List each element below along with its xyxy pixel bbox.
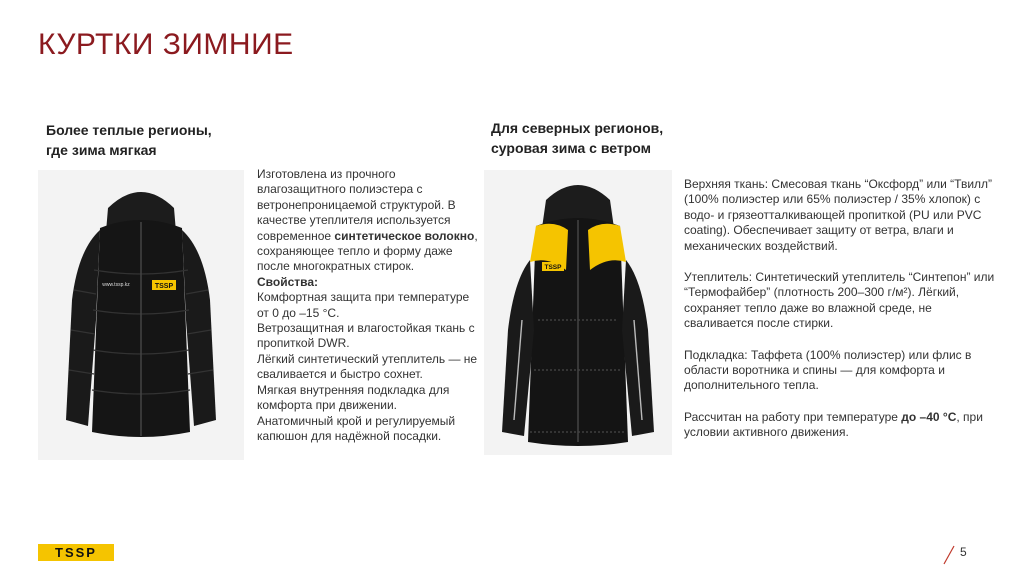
tssp-logo: TSSP	[38, 544, 114, 561]
property-item: Лёгкий синтетический утеплитель — не сваливается и быстро сохнет.	[257, 351, 478, 382]
temperature-paragraph: Рассчитан на работу при температуре до –40 °C, при условии активного движения.	[684, 409, 983, 440]
right-description	[684, 177, 1004, 441]
right-heading	[491, 118, 663, 158]
black-puffer-jacket-image	[38, 170, 244, 460]
insulation-paragraph: Утеплитель: Синтетический утеплитель “Синтепон” или “Термофайбер” (плотность 200–300 г/м²). Лёгкий, сохраняет тепло даже во влажной среде, не сваливается после стирки.	[684, 270, 995, 331]
left-heading-line-2: где зима мягкая	[46, 142, 157, 158]
right-heading-line-1: Для северных регионов,	[491, 120, 664, 136]
right-heading-line-2: суровая зима с ветром	[491, 140, 652, 156]
slash-divider-icon	[942, 544, 956, 566]
outer-fabric-paragraph: Верхняя ткань: Смесовая ткань “Оксфорд” или “Твилл” (100% полиэстер или 65% полиэстер / 35% хлопок) с водо- и грязеотталкивающей пропиткой (PU или PVC coating). Обеспечивает защиту от ветра, влаги и механических воздействий.	[684, 177, 993, 253]
left-intro-paragraph: Изготовлена из прочного влагозащитного полиэстера с ветронепроницаемой структурой. В качестве утеплителя используется современное синтетическое волокно, сохраняющее тепло и форму даже после многократных стирок.	[257, 167, 478, 274]
property-item: Комфортная защита при температуре от 0 до –15 °C.	[257, 290, 470, 320]
property-item: Мягкая внутренняя подкладка для комфорта при движении.	[257, 382, 450, 413]
right-patch-text: TSSP	[544, 264, 562, 271]
page-title: КУРТКИ ЗИМНИЕ	[38, 28, 294, 61]
property-item: Ветрозащитная и влагостойкая ткань с пропиткой DWR.	[257, 321, 475, 351]
properties-heading: Свойства:	[257, 274, 319, 289]
lining-paragraph: Подкладка: Таффета (100% полиэстер) или флис в области воротника и спины — для комфорта и дополнительного тепла.	[684, 347, 972, 393]
left-patch-text: TSSP	[154, 283, 174, 290]
left-chest-label: www.tssp.kz	[102, 282, 130, 288]
page-number: 5	[960, 545, 967, 559]
left-description	[257, 167, 479, 444]
black-yellow-parka-image	[484, 170, 672, 455]
left-heading-line-1: Более теплые регионы,	[46, 122, 212, 138]
property-item: Анатомичный крой и регулируемый капюшон для надёжной посадки.	[257, 413, 456, 443]
left-heading	[46, 120, 212, 160]
